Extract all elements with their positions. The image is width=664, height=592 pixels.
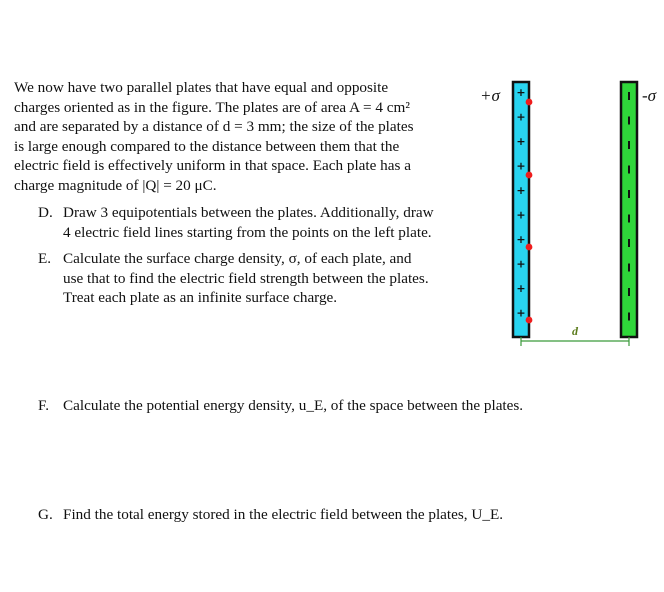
- intro-line: charges oriented as in the figure. The plates are of area A = 4 cm²: [14, 98, 410, 116]
- left-plate-label: +σ: [480, 86, 500, 105]
- plus-sign: +: [516, 306, 526, 320]
- field-line-start-point: [526, 317, 533, 324]
- plus-sign: +: [516, 257, 526, 271]
- intro-line: and are separated by a distance of d = 3 mm; the size of the plates: [14, 118, 414, 136]
- field-line-start-point: [526, 99, 533, 106]
- plus-sign: +: [516, 86, 526, 99]
- plus-sign: +: [516, 184, 526, 197]
- minus-sign: [628, 288, 630, 296]
- question-line: Treat each plate as an infinite surface charge.: [63, 289, 338, 307]
- intro-line: electric field is effectively uniform in that space. Each plate has a: [14, 157, 411, 175]
- plus-sign: +: [516, 208, 526, 222]
- question-line: 4 electric field lines starting from the points on the left plate.: [63, 223, 432, 241]
- field-line-start-point: [526, 244, 533, 251]
- intro-line: charge magnitude of |Q| = 20 μC.: [14, 176, 217, 194]
- question-line: use that to find the electric field strength between the plates.: [63, 269, 429, 287]
- plus-sign: +: [516, 135, 526, 148]
- question-line: Calculate the surface charge density, σ, of each plate, and: [63, 250, 412, 267]
- minus-sign: [628, 166, 630, 174]
- intro-line: We now have two parallel plates that have equal and opposite: [14, 79, 389, 96]
- question-label: D.: [38, 204, 53, 221]
- question-label: G.: [38, 506, 53, 523]
- minus-sign: [628, 141, 630, 149]
- distance-dimension: [521, 337, 629, 346]
- right-plate-label: -σ: [642, 86, 657, 105]
- plus-sign: +: [516, 110, 526, 124]
- minus-sign: [628, 313, 630, 321]
- intro-line: is large enough compared to the distance between them that the: [14, 137, 400, 155]
- distance-label: d: [572, 324, 578, 338]
- minus-sign: [628, 92, 630, 100]
- minus-sign: [628, 117, 630, 125]
- field-line-start-point: [526, 172, 533, 179]
- minus-sign: [628, 190, 630, 198]
- question-line: Find the total energy stored in the electric field between the plates, U_E.: [63, 506, 504, 523]
- question-line: Draw 3 equipotentials between the plates. Additionally, draw: [63, 204, 434, 221]
- plus-sign: +: [516, 233, 526, 246]
- question-label: E.: [38, 250, 52, 267]
- minus-sign: [628, 215, 630, 223]
- plus-sign: +: [516, 282, 526, 295]
- minus-sign: [628, 264, 630, 272]
- plus-sign: +: [516, 159, 526, 173]
- question-line: Calculate the potential energy density, u_E, of the space between the plates.: [63, 397, 524, 414]
- question-label: F.: [38, 397, 50, 414]
- minus-sign: [628, 239, 630, 247]
